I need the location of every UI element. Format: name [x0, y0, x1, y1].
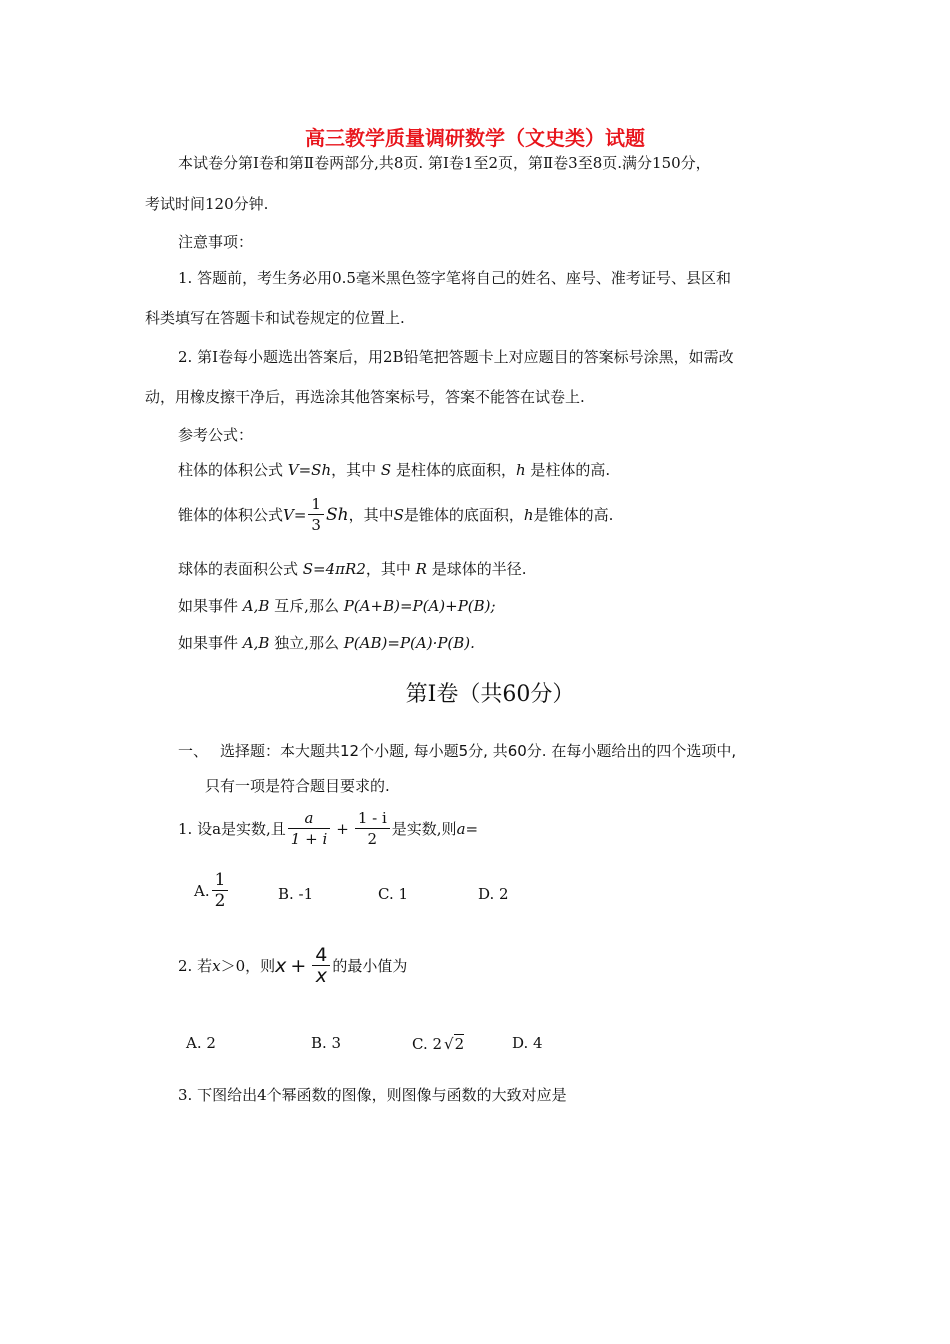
text: = [465, 819, 479, 838]
question-1 [178, 808, 478, 849]
numerator: 1 [212, 870, 229, 891]
option-label: C. 2 [412, 1035, 443, 1053]
text: 球体的表面积公式 [178, 560, 303, 578]
sqrt-symbol: √ [444, 1035, 454, 1053]
q2-option-a[interactable]: A. 2 [186, 1034, 216, 1052]
math: R [415, 560, 427, 578]
formula-exclusive [178, 595, 496, 616]
formula-cone [178, 494, 613, 535]
math: h [515, 461, 526, 479]
text: 柱体的体积公式 [178, 461, 288, 479]
q1-option-d[interactable]: D. 2 [478, 885, 509, 903]
math: A,B [242, 634, 270, 652]
notice-heading: 注意事项： [178, 233, 254, 251]
notice-item-1-line-1: 1. 答题前，考生务必用0.5毫米黑色签字笔将自己的姓名、座号、准考证号、县区和 [178, 269, 731, 287]
math: Sh [325, 504, 349, 525]
math: V=Sh [287, 461, 332, 479]
text: 独立,那么 [269, 634, 344, 652]
part-instructions-line-1: 选择题：本大题共12个小题, 每小题5分, 共60分. 在每小题给出的四个选项中, [220, 742, 737, 760]
fraction-a-over-1-plus-i [288, 808, 330, 849]
denominator: 1 + i [290, 830, 328, 848]
math: S [380, 461, 392, 479]
denominator: 3 [311, 516, 321, 534]
math: A,B [242, 597, 270, 615]
notice-item-1-line-2: 科类填写在答题卡和试卷规定的位置上. [145, 309, 405, 327]
exam-title: 高三教学质量调研数学（文史类）试题 [305, 126, 645, 150]
numerator: a [288, 808, 330, 829]
option-label: A. [194, 881, 210, 900]
plus: + [336, 819, 349, 838]
math: x [275, 954, 287, 977]
formula-cylinder [178, 459, 610, 480]
text: ，其中 [348, 506, 394, 524]
fraction-one-third [308, 494, 324, 535]
numerator: 1 [308, 494, 324, 515]
math: S=4πR2 [302, 560, 366, 578]
numerator: 4 [312, 945, 330, 966]
text: 是柱体的底面积， [391, 461, 516, 479]
denominator: 2 [367, 830, 378, 848]
denominator: x [315, 965, 327, 987]
text: 互斥,那么 [269, 597, 344, 615]
math: S [393, 505, 404, 524]
text: ，其中 [365, 560, 416, 578]
numerator: 1 - i [355, 808, 390, 829]
math: h [523, 505, 534, 524]
question-3: 3. 下图给出4个幂函数的图像，则图像与函数的大致对应是 [178, 1086, 567, 1104]
plus: + [290, 954, 307, 977]
radicand: 2 [454, 1035, 465, 1053]
text: 的最小值为 [332, 957, 408, 975]
question-2 [178, 945, 407, 986]
text: 是柱体的高. [525, 461, 611, 479]
q1-option-a[interactable] [194, 870, 230, 911]
formula-sphere [178, 558, 527, 579]
text: 锥体的体积公式 [178, 506, 284, 524]
intro-line-1: 本试卷分第Ⅰ卷和第Ⅱ卷两部分,共8页. 第Ⅰ卷1至2页，第Ⅱ卷3至8页.满分150分， [178, 154, 711, 172]
part-instructions-line-2: 只有一项是符合题目要求的. [205, 777, 390, 795]
q2-option-b[interactable]: B. 3 [311, 1034, 342, 1052]
section-title: 第Ⅰ卷（共60分） [405, 682, 575, 707]
intro-line-2: 考试时间120分钟. [145, 195, 269, 213]
text: 1. 设a是实数,且 [178, 820, 286, 838]
text: 是实数,则 [391, 820, 457, 838]
text: ＞0，则 [220, 957, 276, 975]
formula-independent [178, 632, 475, 653]
text: ，其中 [331, 461, 381, 479]
notice-item-2-line-1: 2. 第Ⅰ卷每小题选出答案后，用2B铅笔把答题卡上对应题目的答案标号涂黑，如需改 [178, 348, 734, 366]
text: 是锥体的底面积， [403, 506, 524, 524]
q2-option-c[interactable] [412, 1034, 464, 1053]
math: V= [283, 505, 307, 524]
q1-option-b[interactable]: B. -1 [278, 885, 314, 903]
q2-option-d[interactable]: D. 4 [512, 1034, 543, 1052]
fraction-1-minus-i-over-2 [355, 808, 390, 849]
formula-heading: 参考公式： [178, 426, 254, 444]
notice-item-2-line-2: 动，用橡皮擦干净后，再选涂其他答案标号，答案不能答在试卷上. [145, 388, 585, 406]
denominator: 2 [214, 891, 226, 911]
text: 如果事件 [178, 634, 243, 652]
text: 如果事件 [178, 597, 243, 615]
text: 是球体的半径. [426, 560, 527, 578]
q1-option-c[interactable]: C. 1 [378, 885, 409, 903]
part-number: 一、 [178, 742, 209, 760]
text: 2. 若 [178, 957, 213, 975]
math: P(AB)=P(A)·P(B). [343, 634, 475, 652]
text: 是锥体的高. [533, 506, 614, 524]
fraction-4-over-x [312, 945, 330, 986]
fraction-one-half [212, 870, 229, 911]
math: x [212, 956, 221, 975]
math: a [456, 819, 466, 838]
math: P(A+B)=P(A)+P(B); [343, 597, 496, 615]
